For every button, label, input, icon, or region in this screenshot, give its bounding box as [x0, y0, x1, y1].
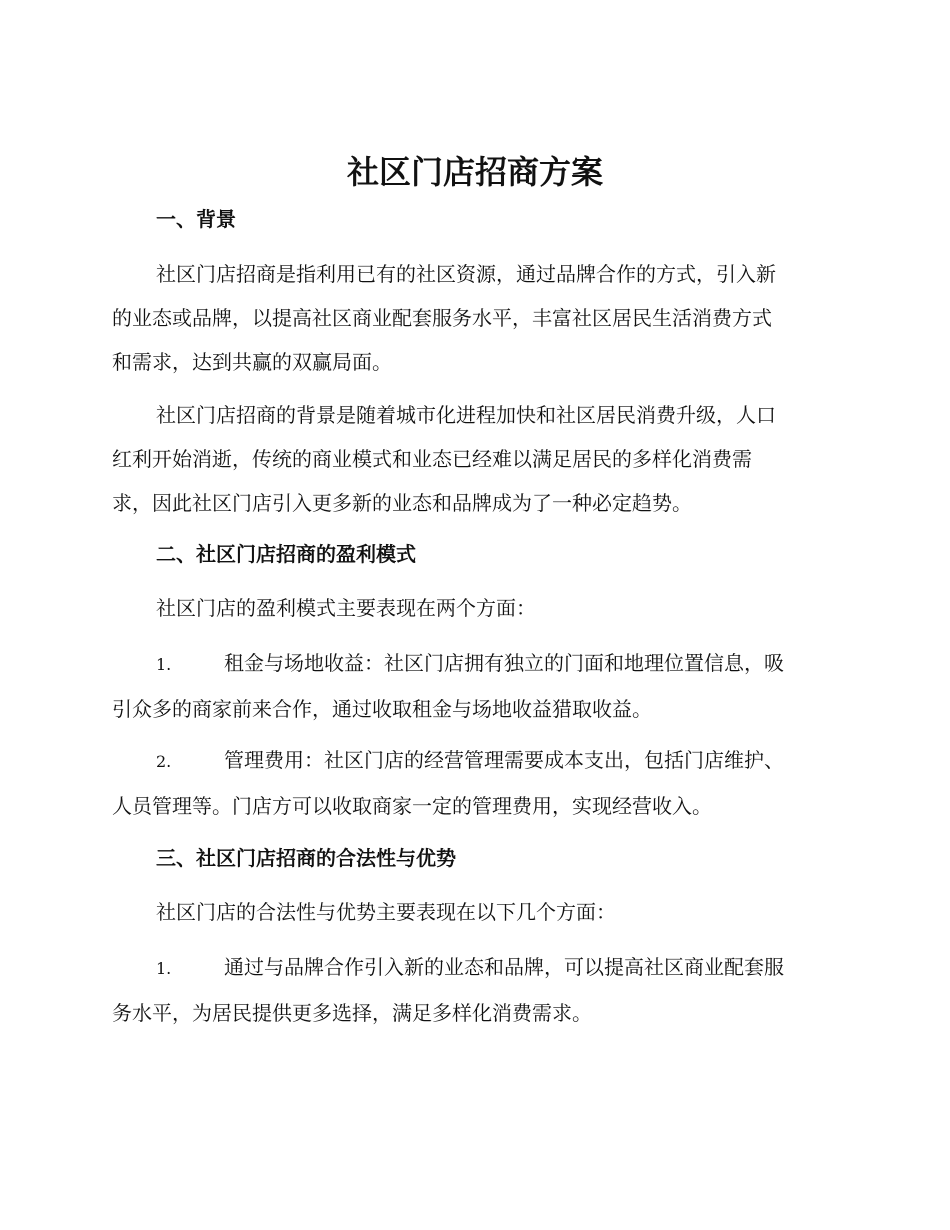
profit-model-intro — [112, 586, 832, 630]
document-title: 社区门店招商方案 — [346, 153, 603, 191]
paragraph-line: 务水平，为居民提供更多选择，满足多样化消费需求。 — [112, 1001, 592, 1025]
list-text: 管理费用：社区门店的经营管理需要成本支出，包括门店维护、 — [224, 748, 784, 772]
legality-intro — [112, 890, 832, 934]
list-number: 2. — [156, 752, 172, 771]
paragraph-line: 求，因此社区门店引入更多新的业态和品牌成为了一种必定趋势。 — [112, 491, 692, 515]
paragraph-line: 社区门店招商的背景是随着城市化进程加快和社区居民消费升级，人口 — [156, 403, 776, 427]
section-heading-profit-model: 二、社区门店招商的盈利模式 — [156, 542, 416, 566]
list-number: 1. — [156, 655, 172, 674]
section-heading-background: 一、背景 — [156, 207, 236, 231]
background-paragraph-2 — [112, 393, 832, 525]
paragraph-line: 社区门店招商是指利用已有的社区资源，通过品牌合作的方式，引入新 — [156, 262, 776, 286]
legality-item-1 — [112, 945, 832, 1035]
list-text: 租金与场地收益：社区门店拥有独立的门面和地理位置信息，吸 — [224, 651, 784, 675]
list-item-first-line — [112, 945, 832, 991]
paragraph-line: 人员管理等。门店方可以收取商家一定的管理费用，实现经营收入。 — [112, 794, 712, 818]
background-paragraph-1 — [112, 252, 832, 384]
paragraph-line: 社区门店的盈利模式主要表现在两个方面： — [156, 596, 536, 620]
list-item-first-line — [112, 738, 832, 784]
list-item-first-line — [112, 641, 832, 687]
section-heading-legality: 三、社区门店招商的合法性与优势 — [156, 846, 456, 870]
paragraph-line: 的业态或品牌，以提高社区商业配套服务水平，丰富社区居民生活消费方式 — [112, 306, 772, 330]
list-text: 通过与品牌合作引入新的业态和品牌，可以提高社区商业配套服 — [224, 955, 784, 979]
list-number: 1. — [156, 959, 172, 978]
paragraph-line: 红利开始消逝，传统的商业模式和业态已经难以满足居民的多样化消费需 — [112, 447, 752, 471]
paragraph-line: 引众多的商家前来合作，通过收取租金与场地收益猎取收益。 — [112, 697, 652, 721]
paragraph-line: 和需求，达到共赢的双赢局面。 — [112, 350, 392, 374]
paragraph-line: 社区门店的合法性与优势主要表现在以下几个方面： — [156, 900, 616, 924]
profit-model-item-1 — [112, 641, 832, 731]
profit-model-item-2 — [112, 738, 832, 828]
